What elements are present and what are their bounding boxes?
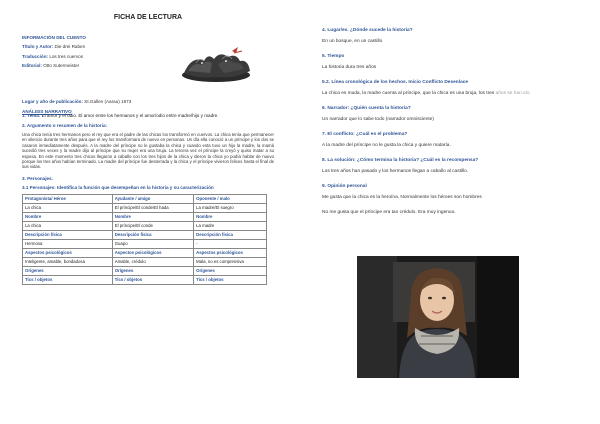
info-value: Otto Sutermeister [41, 63, 80, 68]
info-value: St.Gallen (Aarau) 1873 [83, 99, 132, 104]
summary-paragraph: Una chica tenía tres hermanos pero el rey que era el padre de las chicas los transformó en cuervos. La chica tenía que permanecer en silencio durante tres años para que el rey los transformara de nuevo en personas. Un día ella conoció a un príncipe y los dos se casaron inmediatamente después. A la madre del príncipe no le gustaba la chica y cuando esta tuvo un hijo la madre, la mamá sucedió tres veces y la madre dijo al príncipe que su mujer era una bruja. La tercera vez el príncipe la creyó y quiso matar a su esposa. En este momento tres chicos llegaron a caballo con los tres hijos de la chica y dieron la chica yo podía hablar de nuevo porque los tres años habían terminado. La madre del príncipe fue desterrada y la chica y el príncipe vivieron felices hasta el final de sus vidas. [22, 132, 274, 170]
info-translation [22, 54, 172, 59]
student-photo [357, 256, 519, 378]
characters-heading: 3. Personajes. [22, 175, 53, 181]
table-cell: La chica [23, 203, 113, 212]
left-column [22, 14, 274, 285]
info-label: Traducción: [22, 53, 49, 59]
answer-timeline-text: La chica es muda, la madre cuenta al príncipe, que la chica es una bruja, los tres [322, 91, 495, 96]
info-label: Título y Autor: [22, 44, 54, 49]
table-header-cell: Aspectos psicológicos [23, 248, 113, 257]
table-cell: La chica [23, 221, 113, 230]
table-header-cell: Orígenes [112, 266, 193, 275]
analysis-heading: ANÁLISIS NARRATIVO [22, 108, 72, 114]
question-time: 5. Tiempo [322, 54, 345, 59]
table-header-cell: Nombre [23, 212, 113, 221]
table-header-cell: Orígenes [23, 266, 113, 275]
summary-heading: 2. Argumento o resumen de la historia: [22, 123, 108, 128]
theme-value: El amor y el odio. El amor entre los hermanos y el amor/odio entre madre/hijo y madre. [40, 113, 219, 118]
student-photo-illustration [357, 256, 519, 378]
table-cell: Amable, crédulo [112, 257, 193, 266]
question-narrator: 6. Narrador: ¿Quién cuenta la historia? [322, 106, 411, 111]
theme-label: 1. Tema: [22, 113, 41, 118]
question-place: 4. Lugar/es. ¿Dónde sucede la historia? [322, 28, 413, 33]
answer-time: La historia dura tres años [322, 65, 377, 70]
table-cell: - [194, 239, 267, 248]
table-cell: La madre/El suegro [194, 203, 267, 212]
answer-timeline [322, 91, 584, 96]
answer-place: En un bosque, en un castillo [322, 39, 383, 44]
info-title-author [22, 44, 172, 49]
info-value: Los tres cuervos [48, 53, 84, 59]
story-info-heading: INFORMACIÓN DEL CUENTO [22, 35, 86, 40]
page-title: FICHA DE LECTURA [113, 14, 183, 21]
table-header-cell: Oponente / malo [194, 194, 267, 203]
story-info-text [22, 35, 172, 73]
table-header-cell: Aspectos psicológicos [112, 248, 193, 257]
info-value: Die drei Raben [53, 44, 86, 49]
table-cell: El príncipe/El conde/El hada [112, 203, 193, 212]
table-cell: Guapo [112, 239, 193, 248]
right-column [322, 28, 584, 225]
table-header-cell: Descripción física [23, 230, 113, 239]
answer-opinion: Me gusta que la chica es la heroína. Normalmente los héroes son hombres [322, 195, 482, 200]
answer-narrator: Un narrador que lo sabe todo (narrador omnisciente) [322, 117, 434, 122]
answer-solution: Los tres años han pasado y los hermanos llegan a caballo al castillo. [322, 169, 469, 174]
table-cell: El príncipe/El conde [112, 221, 193, 230]
table-row [23, 194, 267, 203]
info-place-year [22, 99, 274, 104]
table-header-cell: Tics / objetos [112, 275, 193, 284]
info-publisher [22, 63, 172, 68]
question-conflict: 7. El conflicto: ¿Cuál es el problema? [322, 132, 408, 137]
table-row [23, 230, 267, 239]
table-row [23, 212, 267, 221]
answer-opinion-extra: No me gusta que el príncipe era tan crédulo. Era muy ingenuo. [322, 210, 456, 215]
table-header-cell: Ayudante / amigo [112, 194, 193, 203]
table-header-cell: Protagonista/ Héroe [23, 194, 113, 203]
table-row [23, 239, 267, 248]
info-label: Editorial: [22, 63, 42, 68]
question-opinion: 9. Opinión personal [322, 184, 367, 189]
table-row [23, 257, 267, 266]
table-row [23, 266, 267, 275]
table-cell: Inteligente, amable, bondadosa [23, 257, 113, 266]
table-cell: La madre [194, 221, 267, 230]
table-header-cell: Nombre [194, 212, 267, 221]
table-header-cell: Descripción física [194, 230, 267, 239]
table-header-cell: Tics / objetos [23, 275, 113, 284]
table-header-cell: Descripción física [112, 230, 193, 239]
table-header-cell: Orígenes [194, 266, 267, 275]
table-header-cell: Tics / objetos [194, 275, 267, 284]
answer-timeline-faded: años se han ido. [494, 91, 531, 96]
story-info-continued [22, 99, 274, 118]
table-cell: Hermosa [23, 239, 113, 248]
info-label: Lugar y año de publicación: [22, 99, 84, 104]
table-row [23, 248, 267, 257]
table-header-cell: Aspectos psicológicos [194, 248, 267, 257]
table-row [23, 275, 267, 284]
table-cell: Mala, no es comprensiva [194, 257, 267, 266]
answer-conflict: A la madre del príncipe no le gusta la chica y quiere mataría. [322, 143, 451, 148]
table-row [23, 203, 267, 212]
question-timeline: 5.2. Línea cronológica de los hechos. Inicio Conflicto Desenlace [322, 80, 469, 85]
table-row [23, 221, 267, 230]
ravens-illustration [174, 43, 258, 85]
question-solution: 8. La solución: ¿Cómo termina la historia? ¿Cuál es la recompensa? [322, 158, 479, 163]
table-header-cell: Nombre [112, 212, 193, 221]
characters-table [22, 194, 267, 285]
story-info-section [22, 35, 274, 113]
characters-subheading: 3.1 Personajes: Identifica la función que desempeñan en la historia y su caracterización [22, 184, 214, 190]
